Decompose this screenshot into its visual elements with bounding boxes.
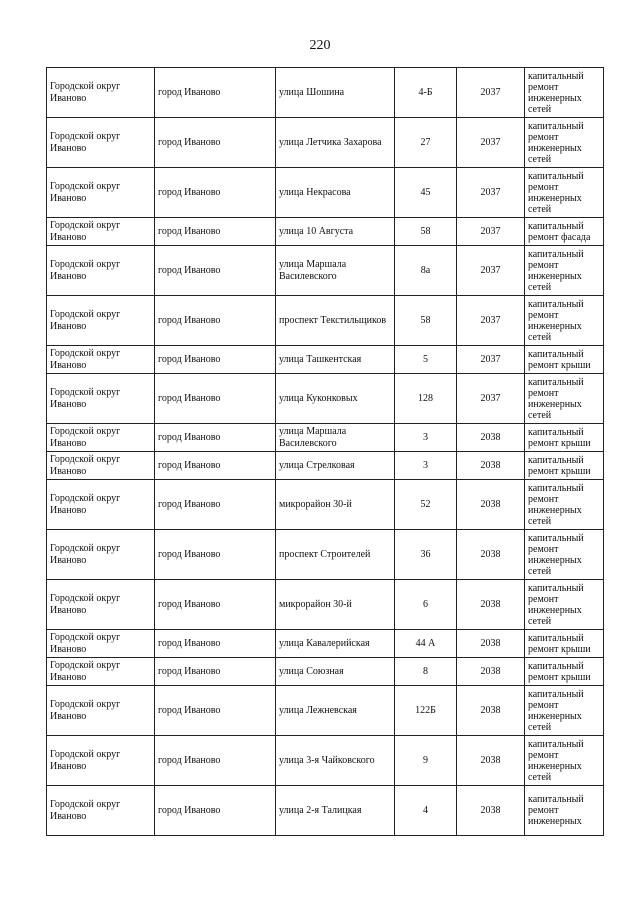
table-row <box>47 296 604 346</box>
district-cell: Городской округ Иваново <box>47 452 155 480</box>
street-cell: улица Некрасова <box>276 168 395 218</box>
city-cell: город Иваново <box>155 686 276 736</box>
house-number-cell: 9 <box>395 736 457 786</box>
house-number-cell: 45 <box>395 168 457 218</box>
work-type-cell: капитальный ремонт крыши <box>525 658 604 686</box>
city-cell: город Иваново <box>155 786 276 836</box>
house-number-cell: 8а <box>395 246 457 296</box>
street-cell: проспект Текстильщиков <box>276 296 395 346</box>
city-cell: город Иваново <box>155 346 276 374</box>
table-row <box>47 118 604 168</box>
year-cell: 2037 <box>457 246 525 296</box>
district-cell: Городской округ Иваново <box>47 686 155 736</box>
city-cell: город Иваново <box>155 658 276 686</box>
house-number-cell: 27 <box>395 118 457 168</box>
work-type-cell: капитальный ремонт инженерных сетей <box>525 296 604 346</box>
street-cell: улица 3-я Чайковского <box>276 736 395 786</box>
year-cell: 2038 <box>457 786 525 836</box>
year-cell: 2038 <box>457 530 525 580</box>
district-cell: Городской округ Иваново <box>47 786 155 836</box>
year-cell: 2037 <box>457 374 525 424</box>
city-cell: город Иваново <box>155 68 276 118</box>
street-cell: улица Маршала Василевского <box>276 246 395 296</box>
table-row <box>47 580 604 630</box>
year-cell: 2037 <box>457 296 525 346</box>
year-cell: 2037 <box>457 168 525 218</box>
house-number-cell: 122Б <box>395 686 457 736</box>
city-cell: город Иваново <box>155 630 276 658</box>
year-cell: 2038 <box>457 686 525 736</box>
year-cell: 2038 <box>457 630 525 658</box>
district-cell: Городской округ Иваново <box>47 480 155 530</box>
table-row <box>47 346 604 374</box>
year-cell: 2037 <box>457 346 525 374</box>
street-cell: улица Маршала Василевского <box>276 424 395 452</box>
year-cell: 2037 <box>457 118 525 168</box>
table-row <box>47 452 604 480</box>
work-type-cell: капитальный ремонт крыши <box>525 630 604 658</box>
street-cell: улица 2-я Талицкая <box>276 786 395 836</box>
table-row <box>47 424 604 452</box>
table-row <box>47 736 604 786</box>
district-cell: Городской округ Иваново <box>47 530 155 580</box>
city-cell: город Иваново <box>155 424 276 452</box>
page-number: 220 <box>309 38 331 53</box>
city-cell: город Иваново <box>155 246 276 296</box>
work-type-cell: капитальный ремонт инженерных сетей <box>525 736 604 786</box>
district-cell: Городской округ Иваново <box>47 218 155 246</box>
street-cell: улица Куконковых <box>276 374 395 424</box>
street-cell: улица Лежневская <box>276 686 395 736</box>
street-cell: улица Кавалерийская <box>276 630 395 658</box>
table-row <box>47 218 604 246</box>
street-cell: улица Союзная <box>276 658 395 686</box>
house-number-cell: 4-Б <box>395 68 457 118</box>
registry-table-body <box>47 68 604 836</box>
city-cell: город Иваново <box>155 118 276 168</box>
table-row <box>47 374 604 424</box>
year-cell: 2038 <box>457 424 525 452</box>
work-type-cell: капитальный ремонт инженерных сетей <box>525 246 604 296</box>
table-row <box>47 480 604 530</box>
work-type-cell: капитальный ремонт инженерных <box>525 786 604 836</box>
year-cell: 2038 <box>457 658 525 686</box>
house-number-cell: 52 <box>395 480 457 530</box>
house-number-cell: 3 <box>395 452 457 480</box>
district-cell: Городской округ Иваново <box>47 424 155 452</box>
work-type-cell: капитальный ремонт фасада <box>525 218 604 246</box>
district-cell: Городской округ Иваново <box>47 296 155 346</box>
table-row <box>47 68 604 118</box>
street-cell: улица Шошина <box>276 68 395 118</box>
house-number-cell: 6 <box>395 580 457 630</box>
street-cell: микрорайон 30-й <box>276 580 395 630</box>
city-cell: город Иваново <box>155 530 276 580</box>
house-number-cell: 128 <box>395 374 457 424</box>
year-cell: 2038 <box>457 736 525 786</box>
district-cell: Городской округ Иваново <box>47 374 155 424</box>
city-cell: город Иваново <box>155 218 276 246</box>
street-cell: улица Стрелковая <box>276 452 395 480</box>
street-cell: улица Летчика Захарова <box>276 118 395 168</box>
district-cell: Городской округ Иваново <box>47 168 155 218</box>
table-row <box>47 658 604 686</box>
table-row <box>47 168 604 218</box>
city-cell: город Иваново <box>155 736 276 786</box>
house-number-cell: 5 <box>395 346 457 374</box>
district-cell: Городской округ Иваново <box>47 68 155 118</box>
city-cell: город Иваново <box>155 480 276 530</box>
year-cell: 2037 <box>457 68 525 118</box>
district-cell: Городской округ Иваново <box>47 658 155 686</box>
district-cell: Городской округ Иваново <box>47 346 155 374</box>
district-cell: Городской округ Иваново <box>47 246 155 296</box>
street-cell: микрорайон 30-й <box>276 480 395 530</box>
table-row <box>47 686 604 736</box>
street-cell: улица Ташкентская <box>276 346 395 374</box>
house-number-cell: 8 <box>395 658 457 686</box>
work-type-cell: капитальный ремонт инженерных сетей <box>525 68 604 118</box>
district-cell: Городской округ Иваново <box>47 736 155 786</box>
year-cell: 2038 <box>457 480 525 530</box>
house-number-cell: 44 А <box>395 630 457 658</box>
table-row <box>47 530 604 580</box>
district-cell: Городской округ Иваново <box>47 580 155 630</box>
house-number-cell: 58 <box>395 296 457 346</box>
year-cell: 2038 <box>457 452 525 480</box>
work-type-cell: капитальный ремонт крыши <box>525 452 604 480</box>
city-cell: город Иваново <box>155 580 276 630</box>
work-type-cell: капитальный ремонт инженерных сетей <box>525 580 604 630</box>
work-type-cell: капитальный ремонт инженерных сетей <box>525 118 604 168</box>
year-cell: 2038 <box>457 580 525 630</box>
table-row <box>47 246 604 296</box>
year-cell: 2037 <box>457 218 525 246</box>
house-number-cell: 36 <box>395 530 457 580</box>
street-cell: улица 10 Августа <box>276 218 395 246</box>
work-type-cell: капитальный ремонт крыши <box>525 346 604 374</box>
house-number-cell: 3 <box>395 424 457 452</box>
city-cell: город Иваново <box>155 374 276 424</box>
district-cell: Городской округ Иваново <box>47 630 155 658</box>
table-row <box>47 786 604 836</box>
table-row <box>47 630 604 658</box>
work-type-cell: капитальный ремонт инженерных сетей <box>525 530 604 580</box>
district-cell: Городской округ Иваново <box>47 118 155 168</box>
work-type-cell: капитальный ремонт инженерных сетей <box>525 374 604 424</box>
work-type-cell: капитальный ремонт крыши <box>525 424 604 452</box>
city-cell: город Иваново <box>155 168 276 218</box>
street-cell: проспект Строителей <box>276 530 395 580</box>
registry-table <box>46 67 604 836</box>
house-number-cell: 4 <box>395 786 457 836</box>
city-cell: город Иваново <box>155 452 276 480</box>
work-type-cell: капитальный ремонт инженерных сетей <box>525 480 604 530</box>
work-type-cell: капитальный ремонт инженерных сетей <box>525 686 604 736</box>
work-type-cell: капитальный ремонт инженерных сетей <box>525 168 604 218</box>
city-cell: город Иваново <box>155 296 276 346</box>
house-number-cell: 58 <box>395 218 457 246</box>
